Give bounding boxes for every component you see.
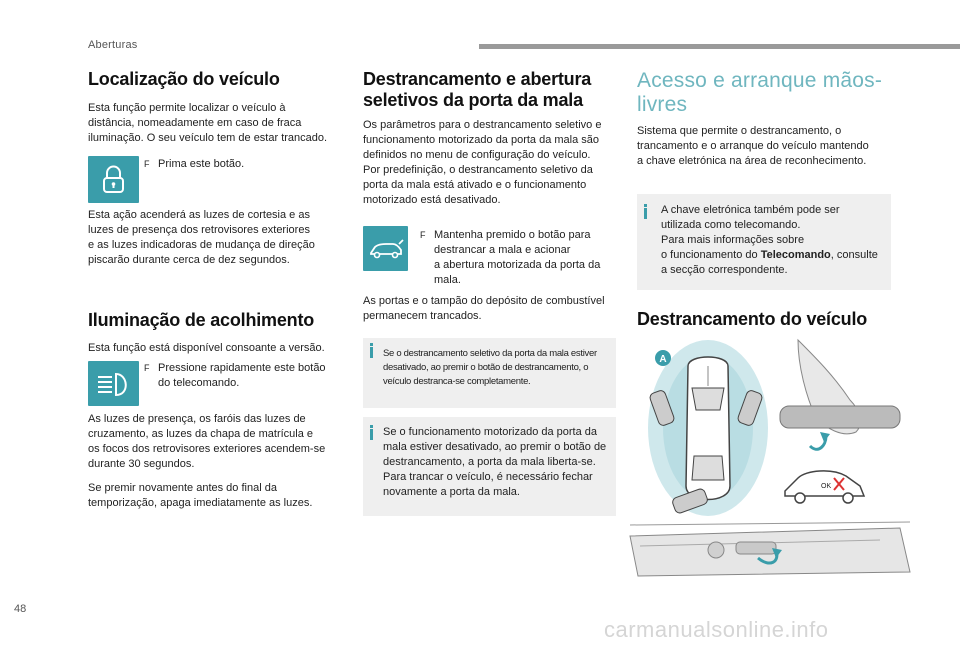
tailgate-after: As portas e o tampão do depósito de combustível permanecem trancados. xyxy=(363,295,605,322)
car-tailgate-icon xyxy=(363,226,408,271)
label-a: A xyxy=(659,354,667,365)
ilu-bullet: F Pressione rapidamente este botão do telecomando. xyxy=(144,362,326,389)
handsfree-note: A chave eletrónica também pode ser utilizada como telecomando. Para mais informações sobre o funcionamento do Telecomando, consulte a secção correspondente. xyxy=(637,194,891,290)
tailgate-note-2: Se o funcionamento motorizado da porta da mala estiver desativado, ao premir o botão de destrancamento, a porta da mala liberta-se. Para trancar o veículo, é necessário fechar novamente a porta da mala. xyxy=(363,417,616,516)
headlight-button-box xyxy=(88,361,139,406)
loc-after: Esta ação acenderá as luzes de cortesia e as luzes de presença dos retrovisores exteriores e as luzes indicadoras de mudança de direção piscarão durante cerca de dez segundos. xyxy=(88,209,315,266)
info-icon xyxy=(644,204,647,207)
section-bar xyxy=(479,44,960,49)
loc-bullet: F Prima este botão. xyxy=(144,158,245,170)
label-ok: OK xyxy=(821,483,832,490)
unlock-title: Destrancamento do veículo xyxy=(637,309,868,329)
ilu-after2: Se premir novamente antes do final da temporização, apaga imediatamente as luzes. xyxy=(88,482,313,509)
page-number: 48 xyxy=(14,603,27,615)
vehicle-illustration xyxy=(620,336,920,598)
lock-button-box xyxy=(88,156,139,203)
tailgate-button-box xyxy=(363,226,408,271)
ilu-title: Iluminação de acolhimento xyxy=(88,310,315,330)
section-label: Aberturas xyxy=(88,39,138,51)
headlight-icon xyxy=(88,361,139,406)
tailgate-body: Os parâmetros para o destrancamento seletivo e funcionamento motorizado da porta da mala são definidos no menu de configuração do veículo. Por predefinição, o destrancamento seletivo da porta da mala está ativado e o funcionamento motorizado está desativado. xyxy=(363,119,602,206)
info-icon xyxy=(370,425,373,428)
lock-icon xyxy=(88,156,139,203)
ilu-after: As luzes de presença, os faróis das luzes de cruzamento, as luzes da chapa de matrícula e os focos dos retrovisores exteriores acendem-se durante 30 segundos. xyxy=(88,413,326,470)
tailgate-title: Destrancamento e abertura seletivos da porta da mala xyxy=(363,69,592,110)
watermark: carmanualsonline.info xyxy=(604,617,829,642)
handsfree-title: Acesso e arranque mãos- livres xyxy=(637,69,883,116)
info-icon xyxy=(370,343,373,346)
tailgate-bullet: F Mantenha premido o botão para destrancar a mala e acionar a abertura motorizada da porta da mala. xyxy=(420,229,601,286)
tailgate-note-1: Se o destrancamento seletivo da porta da mala estiver desativado, ao premir o botão de destrancamento, o veículo destranca-se completamente. xyxy=(363,338,616,408)
loc-title: Localização do veículo xyxy=(88,69,280,89)
handsfree-body: Sistema que permite o destrancamento, o trancamento e o arranque do veículo mantendo a chave eletrónica na área de reconhecimento. xyxy=(637,125,869,167)
bullet-marker: F xyxy=(144,159,150,169)
loc-body: Esta função permite localizar o veículo à distância, nomeadamente em caso de fraca iluminação. O seu veículo tem de estar trancado. xyxy=(88,102,328,144)
ilu-body: Esta função está disponível consoante a versão. xyxy=(88,342,325,354)
